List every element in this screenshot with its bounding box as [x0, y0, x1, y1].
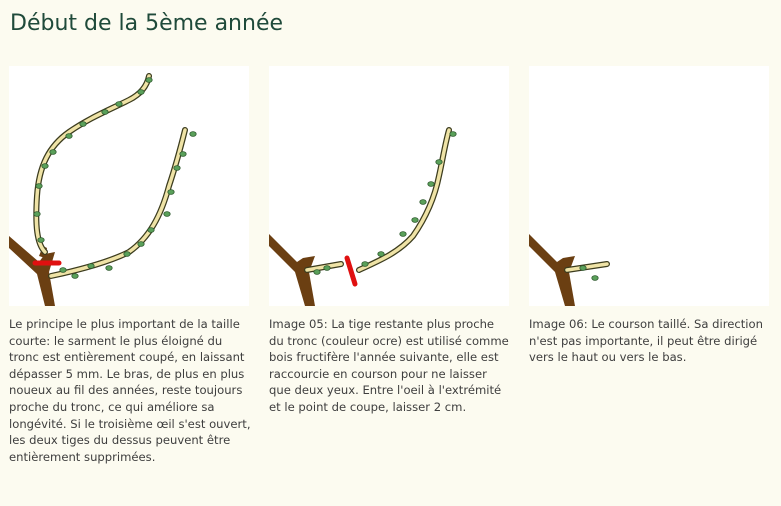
caption-3: Image 06: Le courson taillé. Sa direction n'est pas importante, il peut être dirigé vers le haut ou vers le bas. — [529, 317, 763, 365]
page-title: Début de la 5ème année — [10, 11, 284, 36]
panel-2 — [269, 66, 509, 416]
caption-2: Image 05: La tige restante plus proche du tronc (couleur ocre) est utilisé comme bois fructifère l'année suivante, elle est raccourcie en courson pour ne laisser que deux yeux. Entre l'oeil à l'extrémité et le point de coupe, laisser 2 cm. — [269, 317, 509, 414]
cane-near — [359, 130, 449, 270]
cut-mark — [347, 258, 355, 284]
panel-1 — [9, 66, 249, 465]
buds — [314, 132, 456, 275]
cane-far — [36, 76, 149, 252]
caption-1: Le principe le plus important de la taille courte: le sarment le plus éloigné du tronc est entièrement coupé, en laissant dépasser 5 mm. Le bras, de plus en plus noueux au fil des années, reste toujours proche du tronc, ce qui améliore sa longévité. Si le troisième œil s'est ouvert, les deux tiges du dessus peuvent être entièrement supprimées. — [9, 317, 251, 464]
illustration-cut-far-cane — [9, 66, 249, 306]
illustration-shorten-cane — [269, 66, 509, 306]
trunk — [9, 236, 55, 306]
illustration-pruned-spur — [529, 66, 769, 306]
panel-3 — [529, 66, 769, 366]
